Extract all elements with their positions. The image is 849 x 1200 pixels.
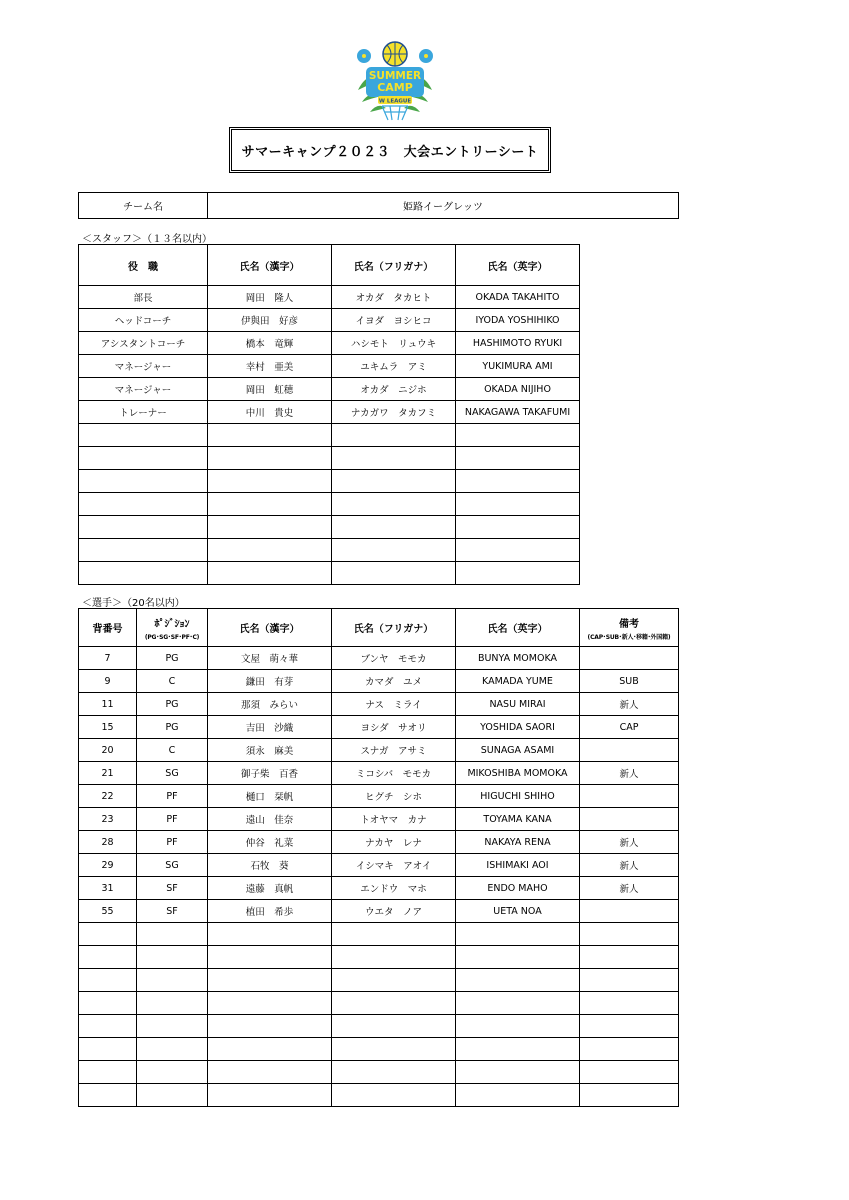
player-kana-cell[interactable]: トオヤマ カナ xyxy=(332,808,456,831)
player-number-cell[interactable]: 21 xyxy=(79,762,137,785)
player-roman-cell[interactable]: ENDO MAHO xyxy=(456,877,580,900)
player-kana-cell[interactable]: ヒグチ シホ xyxy=(332,785,456,808)
staff-kana-cell[interactable]: オカダ ニジホ xyxy=(332,378,456,401)
player-kanji-cell[interactable]: 文屋 萌々華 xyxy=(208,647,332,670)
staff-kanji-cell[interactable] xyxy=(208,447,332,470)
player-row xyxy=(79,762,679,785)
staff-roman-cell[interactable] xyxy=(456,493,580,516)
player-roman-cell[interactable]: TOYAMA KANA xyxy=(456,808,580,831)
player-kana-cell[interactable]: イシマキ アオイ xyxy=(332,854,456,877)
player-row xyxy=(79,670,679,693)
staff-kanji-cell[interactable] xyxy=(208,516,332,539)
player-number-cell[interactable] xyxy=(79,1015,137,1038)
player-remarks-cell[interactable]: 新人 xyxy=(580,693,679,716)
player-row xyxy=(79,647,679,670)
staff-row xyxy=(79,378,580,401)
player-position-cell[interactable]: C xyxy=(137,739,208,762)
player-row xyxy=(79,969,679,992)
player-kana-cell[interactable] xyxy=(332,1038,456,1061)
player-kanji-cell[interactable] xyxy=(208,1038,332,1061)
players-header-position xyxy=(137,609,208,647)
team-name-field[interactable]: 姫路イーグレッツ xyxy=(208,193,679,219)
player-roman-cell[interactable] xyxy=(456,1038,580,1061)
player-kana-cell[interactable] xyxy=(332,1061,456,1084)
player-row xyxy=(79,739,679,762)
staff-table xyxy=(78,244,580,585)
player-position-cell[interactable]: PG xyxy=(137,693,208,716)
staff-kanji-cell[interactable]: 幸村 亜美 xyxy=(208,355,332,378)
player-position-cell[interactable] xyxy=(137,1084,208,1107)
staff-kanji-cell[interactable]: 橋本 竜輝 xyxy=(208,332,332,355)
player-kanji-cell[interactable]: 石牧 葵 xyxy=(208,854,332,877)
staff-row xyxy=(79,424,580,447)
staff-kanji-cell[interactable] xyxy=(208,539,332,562)
player-roman-cell[interactable] xyxy=(456,1061,580,1084)
staff-row xyxy=(79,286,580,309)
staff-row xyxy=(79,493,580,516)
logo-text-summer: SUMMER xyxy=(368,70,422,82)
staff-kanji-cell[interactable] xyxy=(208,493,332,516)
staff-roman-cell[interactable]: NAKAGAWA TAKAFUMI xyxy=(456,401,580,424)
player-remarks-cell[interactable]: 新人 xyxy=(580,762,679,785)
player-number-cell[interactable]: 15 xyxy=(79,716,137,739)
player-number-cell[interactable]: 29 xyxy=(79,854,137,877)
player-kana-cell[interactable] xyxy=(332,992,456,1015)
player-row xyxy=(79,1084,679,1107)
staff-kanji-cell[interactable] xyxy=(208,424,332,447)
player-kanji-cell[interactable] xyxy=(208,992,332,1015)
player-roman-cell[interactable] xyxy=(456,1084,580,1107)
player-roman-cell[interactable]: BUNYA MOMOKA xyxy=(456,647,580,670)
player-position-cell[interactable] xyxy=(137,946,208,969)
player-number-cell[interactable]: 22 xyxy=(79,785,137,808)
player-kana-cell[interactable]: カマダ ユメ xyxy=(332,670,456,693)
players-header-position-sub: (PG･SG･SF･PF･C) xyxy=(144,633,200,641)
staff-kana-cell[interactable] xyxy=(332,470,456,493)
staff-kanji-cell[interactable]: 岡田 隆人 xyxy=(208,286,332,309)
player-row xyxy=(79,1038,679,1061)
player-kana-cell[interactable]: スナガ アサミ xyxy=(332,739,456,762)
players-header-kana: 氏名（フリガナ） xyxy=(332,609,456,647)
player-kana-cell[interactable] xyxy=(332,923,456,946)
player-row xyxy=(79,854,679,877)
player-remarks-cell[interactable]: 新人 xyxy=(580,877,679,900)
staff-role-cell[interactable]: マネージャー xyxy=(79,355,208,378)
player-position-cell[interactable]: SG xyxy=(137,762,208,785)
player-row xyxy=(79,900,679,923)
player-remarks-cell[interactable] xyxy=(580,739,679,762)
player-kana-cell[interactable]: ナス ミライ xyxy=(332,693,456,716)
staff-roman-cell[interactable] xyxy=(456,516,580,539)
players-header-remarks-label: 備考 xyxy=(619,618,639,630)
player-row xyxy=(79,716,679,739)
staff-kana-cell[interactable] xyxy=(332,562,456,585)
player-kana-cell[interactable]: ブンヤ モモカ xyxy=(332,647,456,670)
player-remarks-cell[interactable]: 新人 xyxy=(580,854,679,877)
staff-role-cell[interactable] xyxy=(79,539,208,562)
staff-role-cell[interactable] xyxy=(79,516,208,539)
staff-kana-cell[interactable]: ハシモト リュウキ xyxy=(332,332,456,355)
staff-role-cell[interactable]: 部長 xyxy=(79,286,208,309)
staff-row xyxy=(79,539,580,562)
staff-kana-cell[interactable]: ユキムラ アミ xyxy=(332,355,456,378)
player-position-cell[interactable]: SG xyxy=(137,854,208,877)
staff-roman-cell[interactable] xyxy=(456,562,580,585)
player-remarks-cell[interactable] xyxy=(580,1084,679,1107)
players-header-remarks-sub: (CAP･SUB･新人･移籍･外国籍) xyxy=(587,633,671,641)
player-remarks-cell[interactable] xyxy=(580,946,679,969)
player-number-cell[interactable]: 7 xyxy=(79,647,137,670)
player-remarks-cell[interactable] xyxy=(580,969,679,992)
player-remarks-cell[interactable] xyxy=(580,900,679,923)
player-roman-cell[interactable]: ISHIMAKI AOI xyxy=(456,854,580,877)
player-row xyxy=(79,992,679,1015)
player-number-cell[interactable] xyxy=(79,1038,137,1061)
player-number-cell[interactable]: 31 xyxy=(79,877,137,900)
staff-kana-cell[interactable] xyxy=(332,539,456,562)
player-row xyxy=(79,1061,679,1084)
team-table xyxy=(78,192,679,219)
staff-row xyxy=(79,401,580,424)
player-kanji-cell[interactable]: 吉田 沙織 xyxy=(208,716,332,739)
player-kanji-cell[interactable]: 那須 みらい xyxy=(208,693,332,716)
player-position-cell[interactable] xyxy=(137,1038,208,1061)
player-kana-cell[interactable]: ヨシダ サオリ xyxy=(332,716,456,739)
staff-role-cell[interactable] xyxy=(79,447,208,470)
player-roman-cell[interactable] xyxy=(456,1015,580,1038)
staff-header-roman: 氏名（英字） xyxy=(456,245,580,286)
staff-kana-cell[interactable] xyxy=(332,447,456,470)
staff-role-cell[interactable] xyxy=(79,562,208,585)
player-kanji-cell[interactable] xyxy=(208,946,332,969)
staff-kana-cell[interactable]: オカダ タカヒト xyxy=(332,286,456,309)
staff-row xyxy=(79,447,580,470)
player-roman-cell[interactable]: YOSHIDA SAORI xyxy=(456,716,580,739)
team-label: チーム名 xyxy=(79,193,208,219)
player-row xyxy=(79,946,679,969)
staff-role-cell[interactable]: ヘッドコーチ xyxy=(79,309,208,332)
staff-role-cell[interactable] xyxy=(79,493,208,516)
staff-roman-cell[interactable] xyxy=(456,447,580,470)
staff-row xyxy=(79,470,580,493)
team-row xyxy=(79,193,679,219)
staff-roman-cell[interactable]: OKADA TAKAHITO xyxy=(456,286,580,309)
player-kana-cell[interactable]: エンドウ マホ xyxy=(332,877,456,900)
player-kanji-cell[interactable]: 須永 麻美 xyxy=(208,739,332,762)
player-remarks-cell[interactable]: 新人 xyxy=(580,831,679,854)
logo-text-camp: CAMP xyxy=(377,81,413,94)
player-remarks-cell[interactable] xyxy=(580,808,679,831)
player-number-cell[interactable]: 23 xyxy=(79,808,137,831)
players-section-label: ＜選手＞（20名以内） xyxy=(82,598,185,609)
staff-header-role: 役 職 xyxy=(79,245,208,286)
player-row xyxy=(79,1015,679,1038)
staff-kana-cell[interactable]: イヨダ ヨシヒコ xyxy=(332,309,456,332)
player-kanji-cell[interactable] xyxy=(208,1015,332,1038)
player-number-cell[interactable] xyxy=(79,923,137,946)
player-row xyxy=(79,923,679,946)
staff-roman-cell[interactable] xyxy=(456,470,580,493)
player-position-cell[interactable]: PG xyxy=(137,716,208,739)
player-number-cell[interactable]: 55 xyxy=(79,900,137,923)
player-remarks-cell[interactable] xyxy=(580,923,679,946)
players-table xyxy=(78,608,679,1107)
player-number-cell[interactable]: 11 xyxy=(79,693,137,716)
basketball-icon xyxy=(383,42,407,66)
player-number-cell[interactable] xyxy=(79,946,137,969)
player-row xyxy=(79,831,679,854)
staff-row xyxy=(79,332,580,355)
player-remarks-cell[interactable]: SUB xyxy=(580,670,679,693)
staff-kanji-cell[interactable]: 中川 貴史 xyxy=(208,401,332,424)
player-position-cell[interactable]: SF xyxy=(137,900,208,923)
player-roman-cell[interactable] xyxy=(456,923,580,946)
player-kanji-cell[interactable]: 樋口 栞帆 xyxy=(208,785,332,808)
players-header-roman: 氏名（英字） xyxy=(456,609,580,647)
basketball-net-icon xyxy=(382,106,408,120)
summer-camp-logo xyxy=(352,40,438,122)
staff-kanji-cell[interactable] xyxy=(208,562,332,585)
player-kana-cell[interactable]: ナカヤ レナ xyxy=(332,831,456,854)
staff-kana-cell[interactable] xyxy=(332,493,456,516)
player-kana-cell[interactable] xyxy=(332,1015,456,1038)
player-roman-cell[interactable]: NASU MIRAI xyxy=(456,693,580,716)
staff-row xyxy=(79,355,580,378)
player-position-cell[interactable] xyxy=(137,969,208,992)
staff-kana-cell[interactable] xyxy=(332,516,456,539)
player-position-cell[interactable]: PF xyxy=(137,831,208,854)
player-roman-cell[interactable]: MIKOSHIBA MOMOKA xyxy=(456,762,580,785)
player-roman-cell[interactable]: HIGUCHI SHIHO xyxy=(456,785,580,808)
player-kanji-cell[interactable] xyxy=(208,969,332,992)
player-kanji-cell[interactable]: 植田 希歩 xyxy=(208,900,332,923)
player-kana-cell[interactable] xyxy=(332,969,456,992)
player-roman-cell[interactable]: UETA NOA xyxy=(456,900,580,923)
staff-row xyxy=(79,562,580,585)
player-kanji-cell[interactable] xyxy=(208,1084,332,1107)
player-remarks-cell[interactable] xyxy=(580,1061,679,1084)
player-row xyxy=(79,808,679,831)
staff-row xyxy=(79,309,580,332)
player-roman-cell[interactable]: KAMADA YUME xyxy=(456,670,580,693)
player-number-cell[interactable]: 28 xyxy=(79,831,137,854)
player-kana-cell[interactable] xyxy=(332,1084,456,1107)
player-position-cell[interactable]: PF xyxy=(137,785,208,808)
players-header-remarks xyxy=(580,609,679,647)
player-remarks-cell[interactable] xyxy=(580,647,679,670)
staff-role-cell[interactable] xyxy=(79,424,208,447)
staff-header-kana: 氏名（フリガナ） xyxy=(332,245,456,286)
document-title: サマーキャンプ２０２３ 大会エントリーシート xyxy=(229,127,551,173)
staff-kanji-cell[interactable] xyxy=(208,470,332,493)
players-header-row xyxy=(79,609,679,647)
staff-role-cell[interactable]: トレーナー xyxy=(79,401,208,424)
staff-role-cell[interactable] xyxy=(79,470,208,493)
player-kanji-cell[interactable]: 仲谷 礼菜 xyxy=(208,831,332,854)
staff-kana-cell[interactable]: ナカガワ タカフミ xyxy=(332,401,456,424)
player-kanji-cell[interactable]: 遠藤 真帆 xyxy=(208,877,332,900)
player-position-cell[interactable]: C xyxy=(137,670,208,693)
player-kanji-cell[interactable]: 御子柴 百香 xyxy=(208,762,332,785)
player-position-cell[interactable]: SF xyxy=(137,877,208,900)
player-kana-cell[interactable]: ミコシバ モモカ xyxy=(332,762,456,785)
player-kana-cell[interactable] xyxy=(332,946,456,969)
player-remarks-cell[interactable] xyxy=(580,1038,679,1061)
player-position-cell[interactable] xyxy=(137,992,208,1015)
player-roman-cell[interactable] xyxy=(456,992,580,1015)
staff-role-cell[interactable]: アシスタントコーチ xyxy=(79,332,208,355)
player-row xyxy=(79,785,679,808)
player-remarks-cell[interactable] xyxy=(580,992,679,1015)
player-roman-cell[interactable]: NAKAYA RENA xyxy=(456,831,580,854)
player-roman-cell[interactable] xyxy=(456,946,580,969)
players-header-kanji: 氏名（漢字） xyxy=(208,609,332,647)
players-header-number: 背番号 xyxy=(79,609,137,647)
player-remarks-cell[interactable]: CAP xyxy=(580,716,679,739)
player-remarks-cell[interactable] xyxy=(580,1015,679,1038)
staff-roman-cell[interactable]: YUKIMURA AMI xyxy=(456,355,580,378)
player-number-cell[interactable] xyxy=(79,969,137,992)
staff-roman-cell[interactable]: OKADA NIJIHO xyxy=(456,378,580,401)
player-kanji-cell[interactable]: 遠山 佳奈 xyxy=(208,808,332,831)
player-position-cell[interactable]: PF xyxy=(137,808,208,831)
staff-header-kanji: 氏名（漢字） xyxy=(208,245,332,286)
player-remarks-cell[interactable] xyxy=(580,785,679,808)
staff-kana-cell[interactable] xyxy=(332,424,456,447)
staff-roman-cell[interactable] xyxy=(456,424,580,447)
staff-section-label: ＜スタッフ＞（１３名以内） xyxy=(82,234,212,245)
staff-header-row xyxy=(79,245,580,286)
logo-text-league: W LEAGUE xyxy=(378,98,412,105)
staff-role-cell[interactable]: マネージャー xyxy=(79,378,208,401)
staff-kanji-cell[interactable]: 岡田 虹穂 xyxy=(208,378,332,401)
player-number-cell[interactable]: 20 xyxy=(79,739,137,762)
player-kanji-cell[interactable] xyxy=(208,923,332,946)
staff-roman-cell[interactable] xyxy=(456,539,580,562)
player-position-cell[interactable]: PG xyxy=(137,647,208,670)
player-number-cell[interactable] xyxy=(79,1061,137,1084)
player-position-cell[interactable] xyxy=(137,923,208,946)
staff-kanji-cell[interactable]: 伊與田 好彦 xyxy=(208,309,332,332)
staff-roman-cell[interactable]: IYODA YOSHIHIKO xyxy=(456,309,580,332)
player-roman-cell[interactable] xyxy=(456,969,580,992)
player-number-cell[interactable]: 9 xyxy=(79,670,137,693)
player-row xyxy=(79,693,679,716)
players-header-position-label: ﾎﾟｼﾞｼｮﾝ xyxy=(154,618,190,630)
player-kana-cell[interactable]: ウエタ ノア xyxy=(332,900,456,923)
player-position-cell[interactable] xyxy=(137,1061,208,1084)
player-number-cell[interactable] xyxy=(79,992,137,1015)
player-kanji-cell[interactable] xyxy=(208,1061,332,1084)
staff-roman-cell[interactable]: HASHIMOTO RYUKI xyxy=(456,332,580,355)
player-roman-cell[interactable]: SUNAGA ASAMI xyxy=(456,739,580,762)
player-position-cell[interactable] xyxy=(137,1015,208,1038)
player-row xyxy=(79,877,679,900)
staff-row xyxy=(79,516,580,539)
player-number-cell[interactable] xyxy=(79,1084,137,1107)
player-kanji-cell[interactable]: 鎌田 有芽 xyxy=(208,670,332,693)
